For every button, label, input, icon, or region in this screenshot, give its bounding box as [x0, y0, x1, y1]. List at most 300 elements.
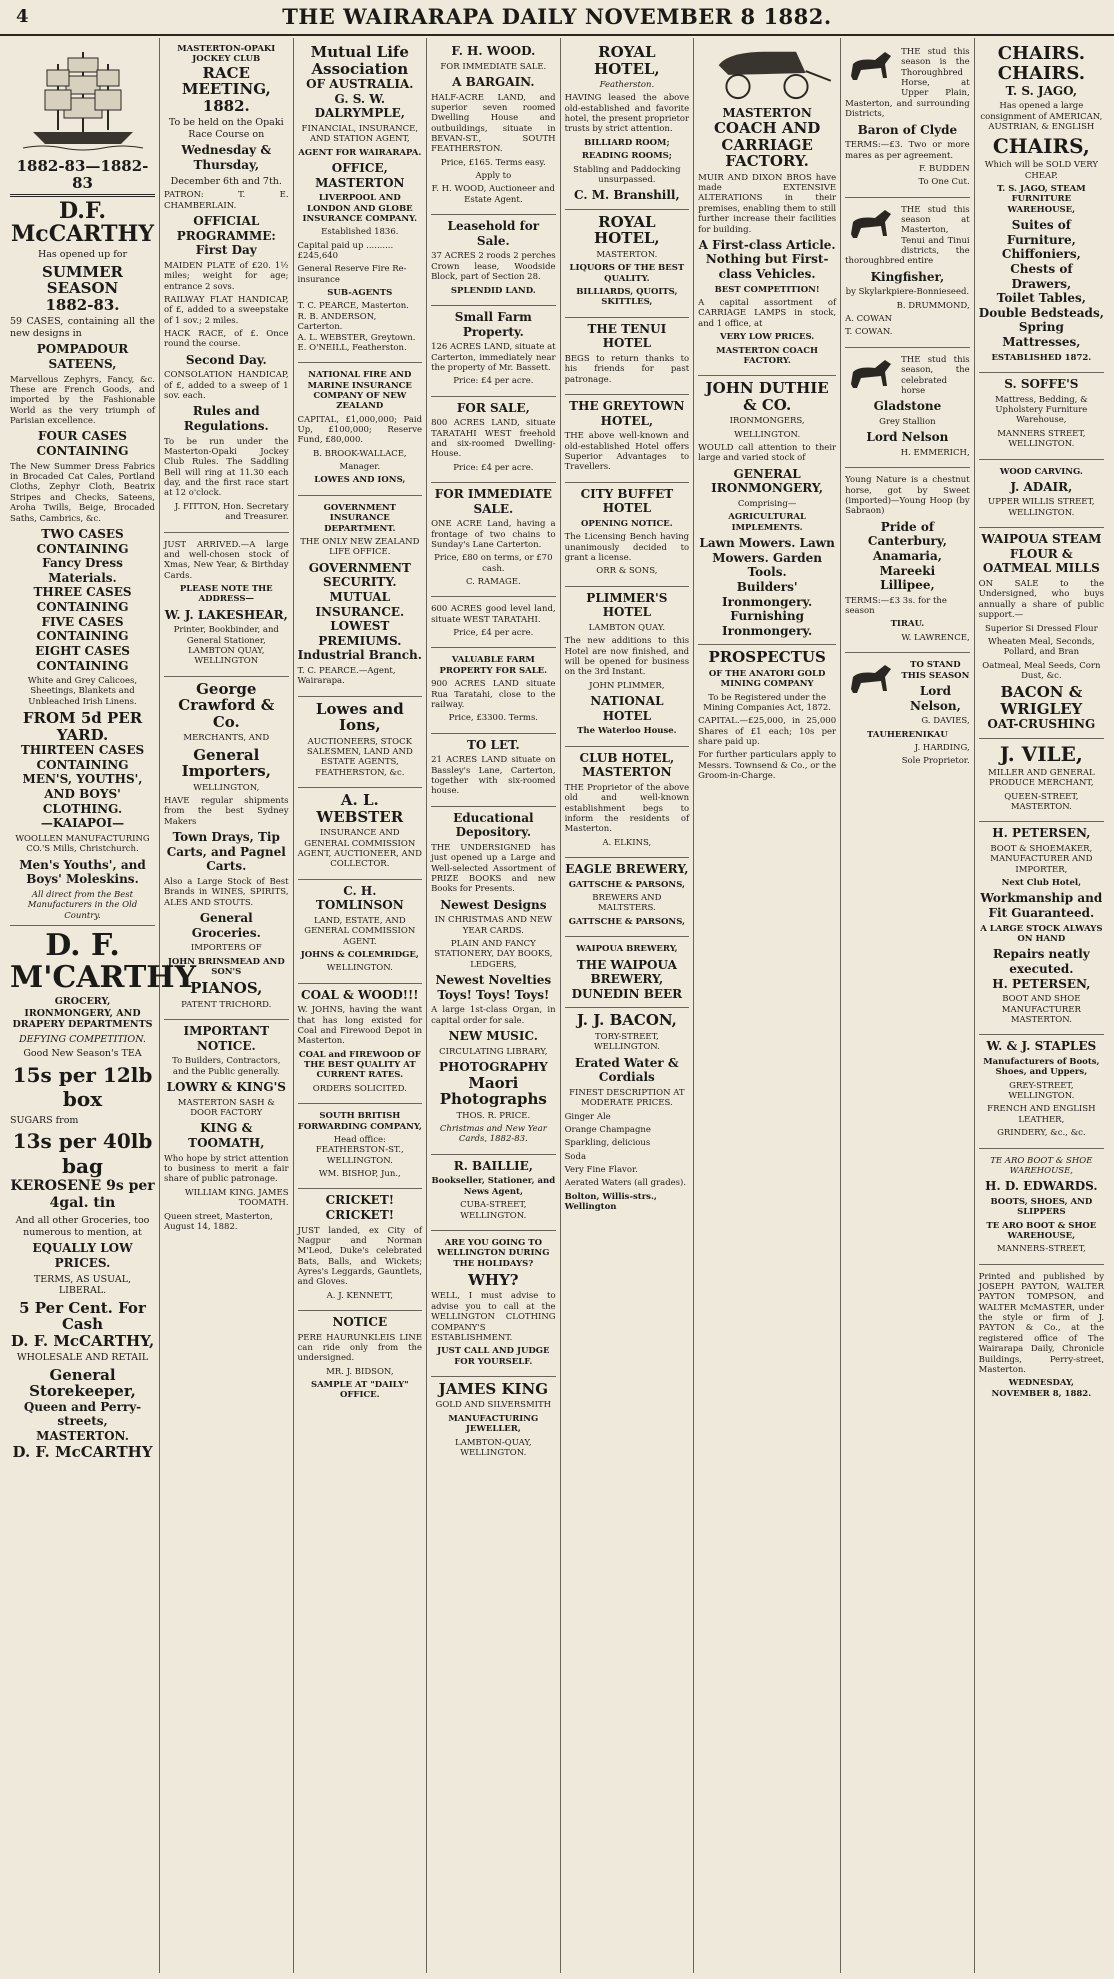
lowes-text: AUCTIONEERS, STOCK SALESMEN, LAND AND ESTATE AGENTS, FEATHERSTON, &c. — [306, 736, 413, 778]
vile-text: MILLER AND GENERAL PRODUCE MERCHANT, — [988, 767, 1095, 789]
photography: PHOTOGRAPHY — [439, 1060, 548, 1075]
notice-ad — [298, 1311, 423, 1410]
acres-600: 600 ACRES good level land, situate WEST TARATAHI. — [431, 604, 556, 625]
club-hotel-ad — [565, 747, 690, 858]
jago-text: Has opened a large consignment of AMERICAN, AUSTRIAN, & ENGLISH — [980, 101, 1103, 132]
petersen: H. PETERSEN, — [992, 826, 1091, 841]
coach-masterton: MASTERTON — [722, 105, 812, 120]
immediate-sale-ad — [431, 483, 556, 597]
young-nature-ad — [845, 468, 970, 653]
four-cases-text: The New Summer Dress Fabrics in Brocaded Cat Cales, Portland Cloths, Zephyr Cloth, Beatrix Stripes and Checks, Sateens, Aroha Twills, Beige, Brocaded Saths, Cambrics, &c. — [10, 461, 155, 524]
royal-hotel-feath: ROYAL HOTEL, — [594, 43, 660, 78]
sub-agents-heading: SUB-AGENTS — [327, 288, 393, 299]
billiards: BILLIARDS, QUOITS, SKITTLES, — [576, 286, 678, 308]
price-6: Price, £3300. Terms. — [448, 713, 539, 724]
soffe: S. SOFFE'S — [1004, 377, 1079, 392]
leasehold-ad — [431, 215, 556, 306]
general-fire: General Reserve Fire Re-insurance — [297, 264, 407, 285]
race-meeting-title: RACE MEETING, 1882. — [181, 63, 271, 115]
first-day: First Day — [195, 243, 257, 258]
te-aro-2: TE ARO BOOT & SHOE WAREHOUSE, — [986, 1220, 1097, 1241]
kaiapoi-heading: —KAIAPOI— — [40, 816, 125, 831]
crawford-wellington: WELLINGTON, — [193, 782, 260, 793]
waipoua-brewery-2: THE WAIPOUA BREWERY, — [576, 957, 677, 987]
small-farm-text: 126 ACRES LAND, situate at Carterton, immediately near the property of Mr. Bassett. — [431, 342, 556, 373]
carriage-lamps: A capital assortment of CARRIAGE LAMPS in stock, and 1 office, at — [698, 298, 837, 329]
masthead — [0, 0, 1114, 36]
only-nz: THE ONLY NEW ZEALAND LIFE OFFICE. — [300, 536, 420, 558]
club-header: MASTERTON-OPAKI JOCKEY CLUB — [177, 44, 276, 65]
leasehold: Leasehold for Sale. — [447, 219, 540, 248]
newest-novelties: Newest Novelties — [435, 973, 552, 988]
agricultural-implements: AGRICULTURAL IMPLEMENTS. — [728, 512, 806, 533]
staples: W. & J. STAPLES — [986, 1039, 1097, 1054]
established: Established 1836. — [321, 227, 399, 238]
grey-stallion: Grey Stallion — [879, 416, 936, 427]
j-vile: J. VILE, — [999, 741, 1083, 766]
crawford-ad — [164, 677, 289, 1020]
secretary: J. FITTON, Hon. Secretary and Treasurer. — [174, 501, 289, 523]
maiden-plate: MAIDEN PLATE of £20. 1½ miles; weight for age; entrance 2 sovs. — [164, 260, 289, 292]
race-intro: To be held on the Opaki Race Course on — [168, 117, 284, 140]
grindery: GRINDERY, &c., &c. — [997, 1128, 1086, 1139]
printer-imprint: Printed and published by JOSEPH PAYTON, WALTER PAYTON TOMPSON, and WALTER McMASTER, under the style or firm of J. PAYTON & Co., at the registered office of The Wairarapa Daily, Chronicle Buildings, Perry-street, Masterton. — [978, 1271, 1105, 1375]
duthie-text: WOULD call attention to their large and varied stock of — [698, 442, 837, 464]
finest-description: FINEST DESCRIPTION AT MODERATE PRICES. — [569, 1087, 685, 1109]
tenui-text: BEGS to return thanks to his friends for past patronage. — [564, 353, 690, 385]
horse-icon — [845, 46, 897, 88]
club-text: THE Proprietor of the above old and well-known establishment begs to inform the residents of Masterton. — [564, 782, 690, 835]
ginger-ale: Ginger Ale — [564, 1111, 611, 1122]
webster: A. L. WEBSTER — [316, 791, 404, 826]
merchant-name-large: D. F. M'CARTHY — [10, 928, 197, 995]
south-british-ad — [298, 1104, 423, 1189]
sb-head-office: Head office: FEATHERSTON-ST., WELLINGTON. — [315, 1134, 404, 1166]
general-importers: General Importers, — [181, 745, 271, 781]
waipoua-mills-ad — [979, 528, 1104, 739]
crawford-text-2: Also a Large Stock of Best Brands in WINES, SPIRITS, ALES AND STOUTS. — [164, 876, 289, 908]
tauherenikau: TAUHERENIKAU — [867, 729, 948, 740]
plain-fancy: PLAIN AND FANCY STATIONERY, DAY BOOKS, LEDGERS, — [434, 939, 553, 970]
j-harding: J. HARDING, — [914, 742, 970, 753]
column-4 — [427, 38, 561, 1973]
all-direct-text: All direct from the Best Manufacturers in the Old Country. — [27, 889, 138, 921]
race-patron: PATRON: T. E. CHAMBERLAIN. — [164, 190, 289, 211]
branshill: C. M. Branshill, — [574, 188, 680, 203]
sole-proprietor: Sole Proprietor. — [901, 756, 970, 767]
column-3 — [294, 38, 428, 1973]
sub-agents-list: T. C. PEARCE, Masterton. R. B. ANDERSON, Carterton. A. L. WEBSTER, Greytown. E. O'NEILL, Featherston. — [297, 301, 416, 353]
immediate-sale: FOR IMMEDIATE SALE. — [440, 61, 547, 72]
edwards-ad — [979, 1149, 1104, 1265]
national-fire: NATIONAL FIRE AND MARINE INSURANCE COMPANY OF NEW ZEALAND — [307, 370, 412, 412]
notice-text: PERE HAURUNKLEIS LINE can ride only from the undersigned. — [297, 1332, 423, 1364]
to-let-text: 21 ACRES LAND situate on Bassley's Lane, Carterton, together with six-roomed house. — [431, 755, 556, 797]
manager: Manager. — [339, 462, 381, 473]
defying-text: DEFYING COMPETITION. — [19, 1033, 146, 1045]
kingfisher: Kingfisher, — [870, 269, 945, 284]
comprising: Comprising— — [737, 498, 797, 509]
valuable-text: 900 ACRES LAND situate Rua Taratahi, close to the railway. — [431, 679, 556, 710]
leasehold-text: 37 ACRES 2 roods 2 perches Crown lease, Woodside Block, part of Section 28. — [431, 251, 556, 283]
rules-heading: Rules and Regulations. — [183, 404, 269, 433]
merchant-name-4: D. F. McCARTHY — [12, 1442, 153, 1461]
gold-silver: GOLD AND SILVERSMITH — [435, 1400, 552, 1411]
te-aro-1: TE ARO BOOT & SHOE WAREHOUSE, — [990, 1155, 1093, 1176]
sugar-price: 13s per 40lb bag — [12, 1129, 153, 1178]
manners-street-2: MANNERS-STREET, — [996, 1244, 1086, 1255]
financial-agent: FINANCIAL, INSURANCE, AND STATION AGENT, — [301, 123, 419, 145]
furnishing-ironmongery: Furnishing Ironmongery. — [722, 609, 813, 638]
greytown-text: THE above well-known and old-established Hotel offers Superior Advantages to Travellers. — [564, 431, 690, 473]
organ: A large 1st-class Organ, in capital order for sale. — [431, 1005, 556, 1026]
kennett: A. J. KENNETT, — [326, 1290, 393, 1301]
mutual-title: Mutual Life Association — [310, 43, 409, 78]
to-let-ad — [431, 734, 556, 807]
on-sale: ON SALE to the Undersigned, who buys annually a share of public support.— — [978, 579, 1105, 621]
sample-office: SAMPLE AT "DAILY" OFFICE. — [310, 1380, 409, 1401]
chests-of-drawers: Chests of Drawers, — [1010, 261, 1073, 291]
coal-firewood: COAL and FIREWOOD OF THE BEST QUALITY AT CURRENT RATES. — [298, 1049, 421, 1081]
ironmongers: IRONMONGERS, — [729, 416, 805, 427]
james-king: JAMES KING — [438, 1379, 549, 1398]
page-number: 4 — [16, 6, 29, 27]
cricket-text: JUST landed, ex City of Nagpur and Norman M'Leod, Duke's celebrated Bats, Balls, and Wickets; Ayres's Leggards, Gauntlets, and Gloves. — [297, 1225, 423, 1288]
sb-forwarding: SOUTH BRITISH FORWARDING COMPANY, — [297, 1111, 422, 1132]
just-call: JUST CALL AND JUDGE FOR YOURSELF. — [437, 1346, 550, 1367]
low-prices-heading: EQUALLY LOW PRICES. — [32, 1241, 133, 1270]
fancy-dress-heading: Fancy Dress Materials. — [42, 556, 123, 585]
workmanship: Workmanship and Fit Guaranteed. — [980, 891, 1103, 921]
adair-ad — [979, 460, 1104, 529]
two-cases-heading: TWO CASES CONTAINING — [36, 526, 129, 556]
soffe-ad — [979, 373, 1104, 459]
plimmer-sig: JOHN PLIMMER, — [589, 680, 665, 691]
city-buffet-ad — [565, 483, 690, 587]
terms-text: TERMS, AS USUAL, LIBERAL. — [33, 1273, 132, 1297]
french-leather: FRENCH AND ENGLISH LEATHER, — [987, 1104, 1096, 1125]
cases-intro: 59 CASES, containing all the new designs in — [10, 316, 155, 339]
columns — [6, 38, 1108, 1973]
for-sale-ad — [431, 397, 556, 483]
suites-of-furniture: Suites of Furniture, — [1006, 218, 1076, 247]
important-notice-ad — [164, 1020, 289, 1241]
webster-text: INSURANCE AND GENERAL COMMISSION AGENT, AUCTIONEER, AND COLLECTOR. — [297, 828, 422, 870]
crawford-name: George Crawford & Co. — [178, 679, 275, 731]
plimmer-text: The new additions to this Hotel are now finished, and will be opened for business on the 3rd Instant. — [564, 636, 690, 678]
anatori-capital: CAPITAL.—£25,000, in 25,000 Shares of £1 each; 10s per share paid up. — [698, 716, 837, 748]
liverpool-company: LIVERPOOL AND LONDON AND GLOBE INSURANCE COMPANY. — [302, 193, 418, 224]
merchant-name: D.F. McCARTHY — [10, 198, 155, 248]
kingfisher-intro: THE stud this season at Masterton, Tenui and Tinui districts, the thoroughbred entire — [845, 204, 970, 267]
royal-masterton: MASTERTON. — [596, 249, 658, 260]
orange-champagne: Orange Champagne — [564, 1124, 651, 1135]
column-8 — [975, 38, 1108, 1973]
mareeki: Mareeki — [879, 563, 936, 578]
general-groceries: General Groceries. — [191, 910, 261, 940]
consolation-handicap: CONSOLATION HANDICAP, of £, added to a sweep of 1 sov. each. — [164, 370, 289, 402]
vile-queen-st: QUEEN-STREET, MASTERTON. — [1004, 791, 1079, 813]
petersen-2: H. PETERSEN, — [992, 976, 1091, 991]
anatori: OF THE ANATORI GOLD MINING COMPANY — [708, 668, 826, 690]
j-adair: J. ADAIR, — [1010, 479, 1073, 494]
pearce-agent: T. C. PEARCE.—Agent, Wairarapa. — [297, 666, 396, 687]
of-australia: OF AUSTRALIA. — [306, 77, 414, 91]
lawn-mowers: Lawn Mowers. Lawn Mowers. Garden Tools. — [699, 536, 835, 580]
educational-text: THE UNDERSIGNED has just opened up a Large and Well-selected Assortment of PRIZE BOOKS and new Books for Presents. — [431, 842, 556, 895]
mutual-life-ad — [298, 40, 423, 363]
plimmer-ad — [565, 587, 690, 747]
season-header: 1882-83—1882-83 — [16, 157, 149, 192]
tirau: TIRAU. — [890, 619, 925, 630]
gladstone: Gladstone — [873, 399, 942, 414]
adair-text: UPPER WILLIS STREET, WELLINGTON. — [988, 497, 1095, 518]
wood-ad-1 — [431, 40, 556, 215]
staples-ad — [979, 1035, 1104, 1148]
coal-ad — [298, 984, 423, 1105]
newest-designs: Newest Designs — [440, 897, 547, 912]
to-stand: TO STAND THIS SEASON — [901, 660, 970, 681]
toys: Toys! Toys! Toys! — [437, 987, 550, 1002]
price-4: Price, £80 on terms, or £70 cash. — [434, 553, 553, 574]
coal-text: W. JOHNS, having the want that has long existed for Coal and Firewood Depot in Masterton. — [297, 1005, 423, 1047]
g-davies: G. DAVIES, — [921, 716, 970, 727]
imprint-date: WEDNESDAY, NOVEMBER 8, 1882. — [991, 1378, 1092, 1399]
eight-cases-heading: EIGHT CASES CONTAINING — [35, 643, 130, 673]
why: WHY? — [468, 1270, 519, 1289]
pianos: PIANOS, — [190, 979, 263, 998]
chiffoniers: Chiffoniers, — [1001, 247, 1081, 262]
railway-plate: RAILWAY FLAT HANDICAP, of £, added to a sweepstake of 1 sov.; 2 miles. — [164, 294, 289, 326]
tomlinson-text: LAND, ESTATE, AND GENERAL COMMISSION AGENT. — [304, 915, 416, 947]
plimmer-lambton: LAMBTON QUAY. — [588, 622, 666, 633]
tomlinson: C. H. TOMLINSON — [315, 883, 404, 913]
lambton-quay: LAMBTON-QUAY, WELLINGTON. — [455, 1437, 532, 1458]
gladstone-ad — [845, 348, 970, 468]
sparkling: Sparkling, delicious — [564, 1138, 651, 1149]
baron-intro: THE stud this season is the Thoroughbred Horse, at Upper Plain, Masterton, and surrounding Districts, — [845, 47, 970, 120]
price-5: Price, £4 per acre. — [453, 628, 534, 639]
crawford-merchants: MERCHANTS, AND — [183, 733, 270, 744]
four-cases-heading: FOUR CASES CONTAINING — [36, 429, 129, 459]
town-drays: Town Drays, Tip Carts, and Pagnel Carts. — [166, 830, 286, 874]
cowan: A. COWAN — [845, 314, 893, 325]
departments-text: GROCERY, IRONMONGERY, AND DRAPERY DEPARTMENTS — [12, 996, 153, 1031]
staples-text: Manufacturers of Boots, Shoes, and Uppers, — [983, 1056, 1100, 1078]
toilet-tables: Toilet Tables, — [996, 291, 1086, 306]
why-ad — [431, 1231, 556, 1377]
orr-sons: ORR & SONS, — [596, 566, 658, 577]
jago-ad — [979, 40, 1104, 373]
official-programme: OFFICIAL PROGRAMME: — [176, 213, 276, 243]
dalrymple: G. S. W. DALRYMPLE, — [314, 91, 405, 121]
spring-mattresses: Spring Mattresses, — [1002, 320, 1081, 350]
moleskins-heading: Men's Youths', and Boys' Moleskins. — [19, 857, 146, 887]
column-7 — [841, 38, 975, 1973]
ramage: C. RAMAGE. — [465, 577, 521, 588]
valuable-farm-ad — [431, 648, 556, 733]
tea-price: 15s per 12lb box — [12, 1062, 153, 1112]
elkins: A. ELKINS, — [602, 837, 652, 848]
race-meeting-ad — [164, 40, 289, 533]
crawford-text: HAVE regular shipments from the best Sydney Makers — [164, 795, 289, 827]
horse-icon — [845, 354, 897, 396]
featherston: Featherston. — [599, 80, 655, 90]
lowest-premiums: LOWEST PREMIUMS. — [318, 619, 402, 648]
waipoua-brewery-ad — [565, 937, 690, 1008]
james-king-ad — [431, 1377, 556, 1467]
educational: Educational Depository. — [453, 810, 534, 840]
lowes-ions: Lowes and Ions, — [315, 699, 404, 735]
boots-shoes: BOOTS, SHOES, AND SLIPPERS — [990, 1196, 1093, 1218]
column-5 — [561, 38, 695, 1973]
national-capital: CAPITAL, £1,000,000; Paid Up, £100,000; Reserve Fund, £80,000. — [297, 414, 423, 446]
bookseller: Bookseller, Stationer, and News Agent, — [431, 1176, 556, 1197]
aerated-water: Erated Water & Cordials — [575, 1055, 679, 1085]
season-title: SUMMER SEASON — [41, 262, 124, 298]
billiard-room: BILLIARD ROOM; — [584, 137, 670, 148]
liquors: LIQUORS OF THE BEST QUALITY. — [569, 263, 685, 284]
lakeshear-name: W. J. LAKESHEAR, — [164, 607, 288, 622]
calicoes-text: White and Grey Calicoes, Sheetings, Blankets and Unbleached Irish Linens. — [27, 676, 138, 707]
five-cases-heading: FIVE CASES CONTAINING — [36, 614, 129, 644]
greytown-hotel: THE GREYTOWN HOTEL, — [569, 398, 685, 428]
lord-nelson-ad — [845, 653, 970, 775]
baron-ad — [845, 40, 970, 198]
address-date: Queen street, Masterton, August 14, 1882. — [164, 1211, 273, 1232]
budden: F. BUDDEN — [918, 163, 970, 174]
kerosene-price: KEROSENE 9s per 4gal. tin — [10, 1178, 155, 1212]
waipoua-mills: WAIPOUA STEAM FLOUR & OATMEAL MILLS — [981, 532, 1102, 576]
first-class: A First-class Article. — [698, 237, 836, 252]
jago-sig: T. S. JAGO, STEAM FURNITURE WAREHOUSE, — [997, 184, 1086, 215]
season-years: 1882-83. — [45, 295, 120, 314]
baillie-ad — [431, 1155, 556, 1231]
stallion-lord-nelson: Lord Nelson, — [909, 683, 961, 713]
baron-terms: TERMS:—£3. Two or more mares as per agreement. — [845, 140, 970, 161]
for-sale: FOR SALE, — [456, 400, 530, 415]
prospectus-ad — [698, 645, 836, 790]
small-farm: Small Farm Property. — [454, 309, 532, 339]
lakeshear-ad — [164, 533, 289, 677]
best-competition: BEST COMPETITION! — [714, 284, 820, 295]
kingfisher-sire: by Skylarkpiere-Bonnieseed. — [845, 287, 970, 298]
price-3: Price: £4 per acre. — [453, 462, 534, 473]
mens-clothing-heading: MEN'S, YOUTHS', AND BOYS' CLOTHING. — [22, 772, 143, 816]
emmerich: H. EMMERICH, — [900, 447, 970, 458]
tenui-ad — [565, 318, 690, 395]
column-6 — [694, 38, 841, 1973]
carriage-icon — [698, 44, 836, 102]
nothing-but: Nothing but First-class Vehicles. — [705, 252, 829, 282]
petersen-ad — [979, 822, 1104, 1035]
builders-ironmongery: Builders' Ironmongery. — [722, 579, 813, 609]
for-immediate-text: ONE ACRE Land, having a frontage of two chains to Sunday's Lane Carterton. — [431, 519, 556, 550]
imprint — [979, 1265, 1104, 1408]
second-day: Second Day. — [185, 352, 267, 367]
edwards: H. D. EDWARDS. — [985, 1179, 1098, 1194]
mutual-insurance: MUTUAL INSURANCE. — [315, 589, 405, 619]
why-text: WELL, I must advise to advise you to call at the WELLINGTON CLOTHING COMPANY'S ESTABLISHMENT. — [431, 1291, 556, 1343]
brinsmead: JOHN BRINSMEAD AND SON'S — [167, 956, 285, 977]
cricket-ad — [298, 1189, 423, 1311]
gov-security: GOVERNMENT SECURITY. — [308, 560, 411, 590]
are-you: ARE YOU GOING TO WELLINGTON DURING THE HOLIDAYS? — [437, 1237, 550, 1269]
maori-photos: Maori Photographs — [439, 1073, 547, 1109]
pride-of-canterbury: Pride of Canterbury, — [867, 519, 947, 549]
manners-street: MANNERS STREET, WELLINGTON. — [997, 428, 1086, 450]
city-buffet-text: The Licensing Bench having unanimously decided to grant a license. — [564, 532, 690, 563]
soffe-text: Mattress, Bedding, & Upholstery Furniture Warehouse, — [995, 394, 1088, 426]
agent-for: AGENT FOR WAIRARAPA. — [298, 147, 422, 158]
wood-heading: F. H. WOOD. — [451, 44, 536, 58]
masterton-label: MASTERTON. — [36, 1429, 129, 1444]
brewers: BREWERS AND MALTSTERS. — [592, 893, 662, 914]
wheaten-meal: Wheaten Meal, Seconds, Pollard, and Bran — [988, 636, 1095, 658]
royal-text: HAVING leased the above old-established and favorite hotel, the present proprietor trusts by strict attention. — [564, 93, 690, 135]
tomlinson-ad — [298, 880, 423, 984]
oat-crushing: OAT-CRUSHING — [987, 717, 1096, 732]
bishop: WM. BISHOP, Jun., — [318, 1168, 401, 1179]
pharos-intro: THE stud this season, the celebrated horse — [901, 354, 970, 396]
very-fine: Very Fine Flavor. — [564, 1165, 638, 1176]
splendid-land: SPLENDID LAND. — [450, 285, 536, 296]
lillipee: Lillipee, — [880, 578, 935, 593]
bidson: MR. J. BIDSON, — [326, 1366, 394, 1377]
acres-600-ad — [431, 597, 556, 648]
johns-wellington: WELLINGTON. — [326, 963, 393, 974]
small-farm-ad — [431, 306, 556, 397]
eagle-brewery-ad — [565, 858, 690, 937]
prospectus-text: To be Registered under the Mining Companies Act, 1872. — [703, 692, 831, 713]
sugars-label: SUGARS from — [10, 1114, 79, 1126]
for-sale-text: 800 ACRES LAND, situate TARATAHI WEST freehold and six-roomed Dwelling-House. — [431, 418, 556, 460]
waipoua-brewery: WAIPOUA BREWERY, — [576, 944, 678, 955]
stabling: Stabling and Paddocking unsurpassed. — [573, 164, 681, 185]
royal-feath-ad — [565, 40, 690, 210]
lakeshear-text: Printer, Bookbinder, and General Stationer, LAMBTON QUAY, WELLINGTON — [173, 625, 279, 667]
very-low: VERY LOW PRICES. — [719, 332, 815, 343]
club-hotel: CLUB HOTEL, MASTERTON — [579, 750, 675, 780]
repairs: Repairs neatly executed. — [992, 947, 1090, 977]
drummond: B. DRUMMOND, — [896, 300, 970, 311]
coal-heading: COAL & WOOD!!! — [301, 987, 419, 1002]
jago-low-prices: Which will be SOLD VERY CHEAP. — [984, 160, 1098, 181]
government-insurance-ad — [298, 496, 423, 697]
baron-of-clyde: Baron of Clyde — [857, 122, 958, 137]
office-heading: OFFICE, MASTERTON — [315, 160, 405, 190]
coach-factory-ad — [698, 40, 836, 376]
eagle-brewery: EAGLE BREWERY, — [565, 862, 689, 877]
greytown-ad — [565, 395, 690, 483]
orders-solicited: ORDERS SOLICITED. — [312, 1083, 407, 1094]
cash-discount: 5 Per Cent. For Cash — [19, 1298, 146, 1334]
column-1 — [6, 38, 197, 1973]
gattsche: GATTSCHE & PARSONS, — [568, 879, 685, 890]
general-ironmongery: GENERAL IRONMONGERY, — [711, 466, 824, 496]
grey-street: GREY-STREET, WELLINGTON. — [1008, 1080, 1075, 1102]
city-buffet: CITY BUFFET HOTEL — [580, 486, 674, 516]
lowry-text: MASTERTON SASH & DOOR FACTORY — [177, 1097, 275, 1119]
dunedin-beer: DUNEDIN BEER — [571, 986, 683, 1001]
soda: Soda — [564, 1151, 587, 1162]
superior-flour: Superior Si Dressed Flour — [984, 623, 1098, 634]
opening-notice: OPENING NOTICE. — [581, 518, 673, 529]
cuba-st: CUBA-STREET, WELLINGTON. — [460, 1200, 527, 1221]
w-lawrence: W. LAWRENCE, — [901, 632, 970, 643]
cricket-heading: CRICKET! CRICKET! — [325, 1193, 395, 1222]
general-storekeeper: General Storekeeper, — [29, 1365, 136, 1401]
